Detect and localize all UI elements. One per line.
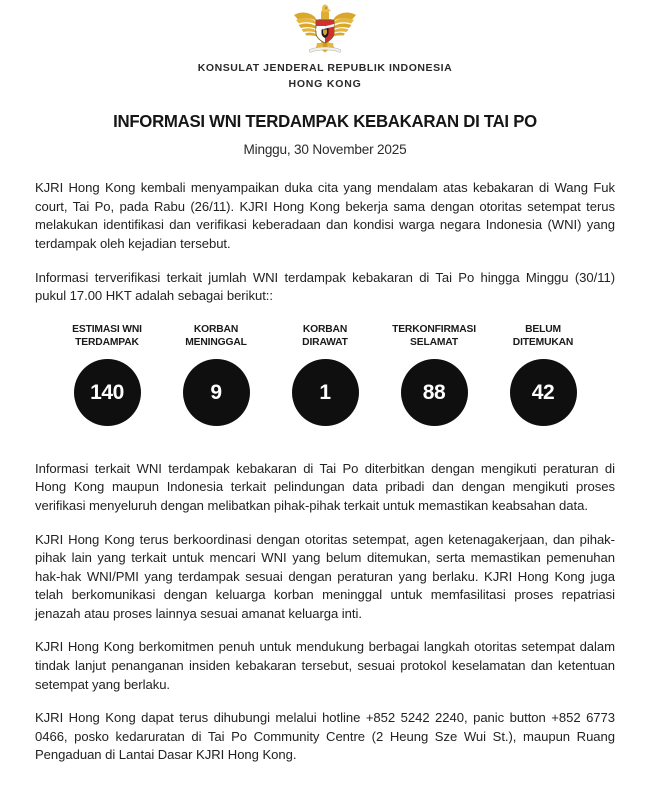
document-date: Minggu, 30 November 2025 — [243, 141, 407, 158]
paragraph-condolence: KJRI Hong Kong kembali menyampaikan duka cita yang mendalam atas kebakaran di Wang Fuk court, Tai Po, pada Rabu (26/11). KJRI Hong Kong bekerja sama dengan otoritas setempat terus melakukan identifikasi dan verifikasi keberadaan dan kondisi warga negara Indonesia (WNI) yang terdampak oleh kejadian tersebut. — [35, 180, 615, 251]
paragraph-data-protection: Informasi terkait WNI terdampak kebakaran di Tai Po diterbitkan dengan mengikuti peraturan di Hong Kong maupun Indonesia terkait pelindungan data pribadi dan dengan mengikuti proses verifikasi menyeluruh dengan melibatkan pihak-pihak terkait untuk memastikan keabsahan data. — [35, 460, 615, 513]
stat-circle — [74, 359, 141, 426]
stat-circle — [401, 359, 468, 426]
stat-label-line1: ESTIMASI WNI — [72, 323, 142, 335]
stat-label-line2: MENINGGAL — [185, 337, 247, 349]
stat-circle — [510, 359, 577, 426]
organization-name: KONSULAT JENDERAL REPUBLIK INDONESIA — [197, 62, 453, 74]
stat-value: 88 — [422, 380, 446, 404]
paragraph-coordination: KJRI Hong Kong terus berkoordinasi dengan otoritas setempat, agen ketenagakerjaan, dan pihak-pihak lain yang terkait untuk mencari WNI yang belum ditemukan, serta memastikan pemenuhan hak-hak WNI/PMI yang terdampak sesuai dengan peraturan yang berlaku. KJRI Hong Kong juga telah berkomunikasi dengan keluarga korban meninggal untuk memfasilitasi proses repatriasi jenazah atau proses lainnya sesuai amanat keluarga inti. — [35, 531, 615, 621]
stat-label-line2: SELAMAT — [410, 337, 458, 349]
intro-section — [0, 179, 650, 305]
stat-label — [302, 323, 348, 350]
stat-item-korban-meninggal — [172, 323, 260, 426]
stat-item-estimasi-wni-terdampak — [63, 323, 151, 426]
stat-circle — [292, 359, 359, 426]
garuda-pancasila-emblem — [292, 4, 358, 56]
paragraph-verified-info: Informasi terverifikasi terkait jumlah WNI terdampak kebakaran di Tai Po hingga Minggu (30/11) pukul 17.00 HKT adalah sebagai berikut:: — [35, 269, 615, 304]
stat-value: 9 — [210, 380, 222, 404]
page-title: INFORMASI WNI TERDAMPAK KEBAKARAN DI TAI PO — [113, 111, 537, 132]
stat-label-line2: TERDAMPAK — [75, 337, 139, 349]
organization-location: HONG KONG — [288, 78, 362, 91]
emblem-container — [0, 0, 650, 56]
stat-value: 1 — [319, 380, 331, 404]
stat-label-line2: DIRAWAT — [302, 337, 348, 349]
stat-label-line1: TERKONFIRMASI — [392, 323, 476, 335]
stat-label-line1: KORBAN — [302, 323, 348, 335]
paragraph-contact: KJRI Hong Kong dapat terus dihubungi melalui hotline +852 5242 2240, panic button +852 6773 0466, posko kedaruratan di Tai Po Community Centre (2 Heung Sze Wui St.), maupun Ruang Pengaduan di Lantai Dasar KJRI Hong Kong. — [35, 710, 615, 763]
stat-label — [513, 323, 573, 350]
stat-label — [392, 323, 476, 350]
stat-circle — [183, 359, 250, 426]
stat-item-belum-ditemukan — [499, 323, 587, 426]
stat-label-line2: DITEMUKAN — [512, 337, 574, 349]
stat-label-line1: KORBAN — [193, 323, 239, 335]
stat-value: 42 — [531, 380, 555, 404]
statistics-row — [0, 323, 650, 426]
stat-item-terkonfirmasi-selamat — [390, 323, 478, 426]
stat-item-korban-dirawat — [281, 323, 369, 426]
stat-label — [72, 323, 142, 350]
stat-label-line1: BELUM — [525, 323, 561, 335]
stat-value: 140 — [90, 380, 124, 404]
stat-label — [185, 323, 247, 350]
body-section — [0, 460, 650, 765]
paragraph-commitment: KJRI Hong Kong berkomitmen penuh untuk mendukung berbagai langkah otoritas setempat dalam tindak lanjut penanganan insiden kebakaran tersebut, sesuai protokol keselamatan dan ketentuan setempat yang berlaku. — [35, 639, 615, 692]
